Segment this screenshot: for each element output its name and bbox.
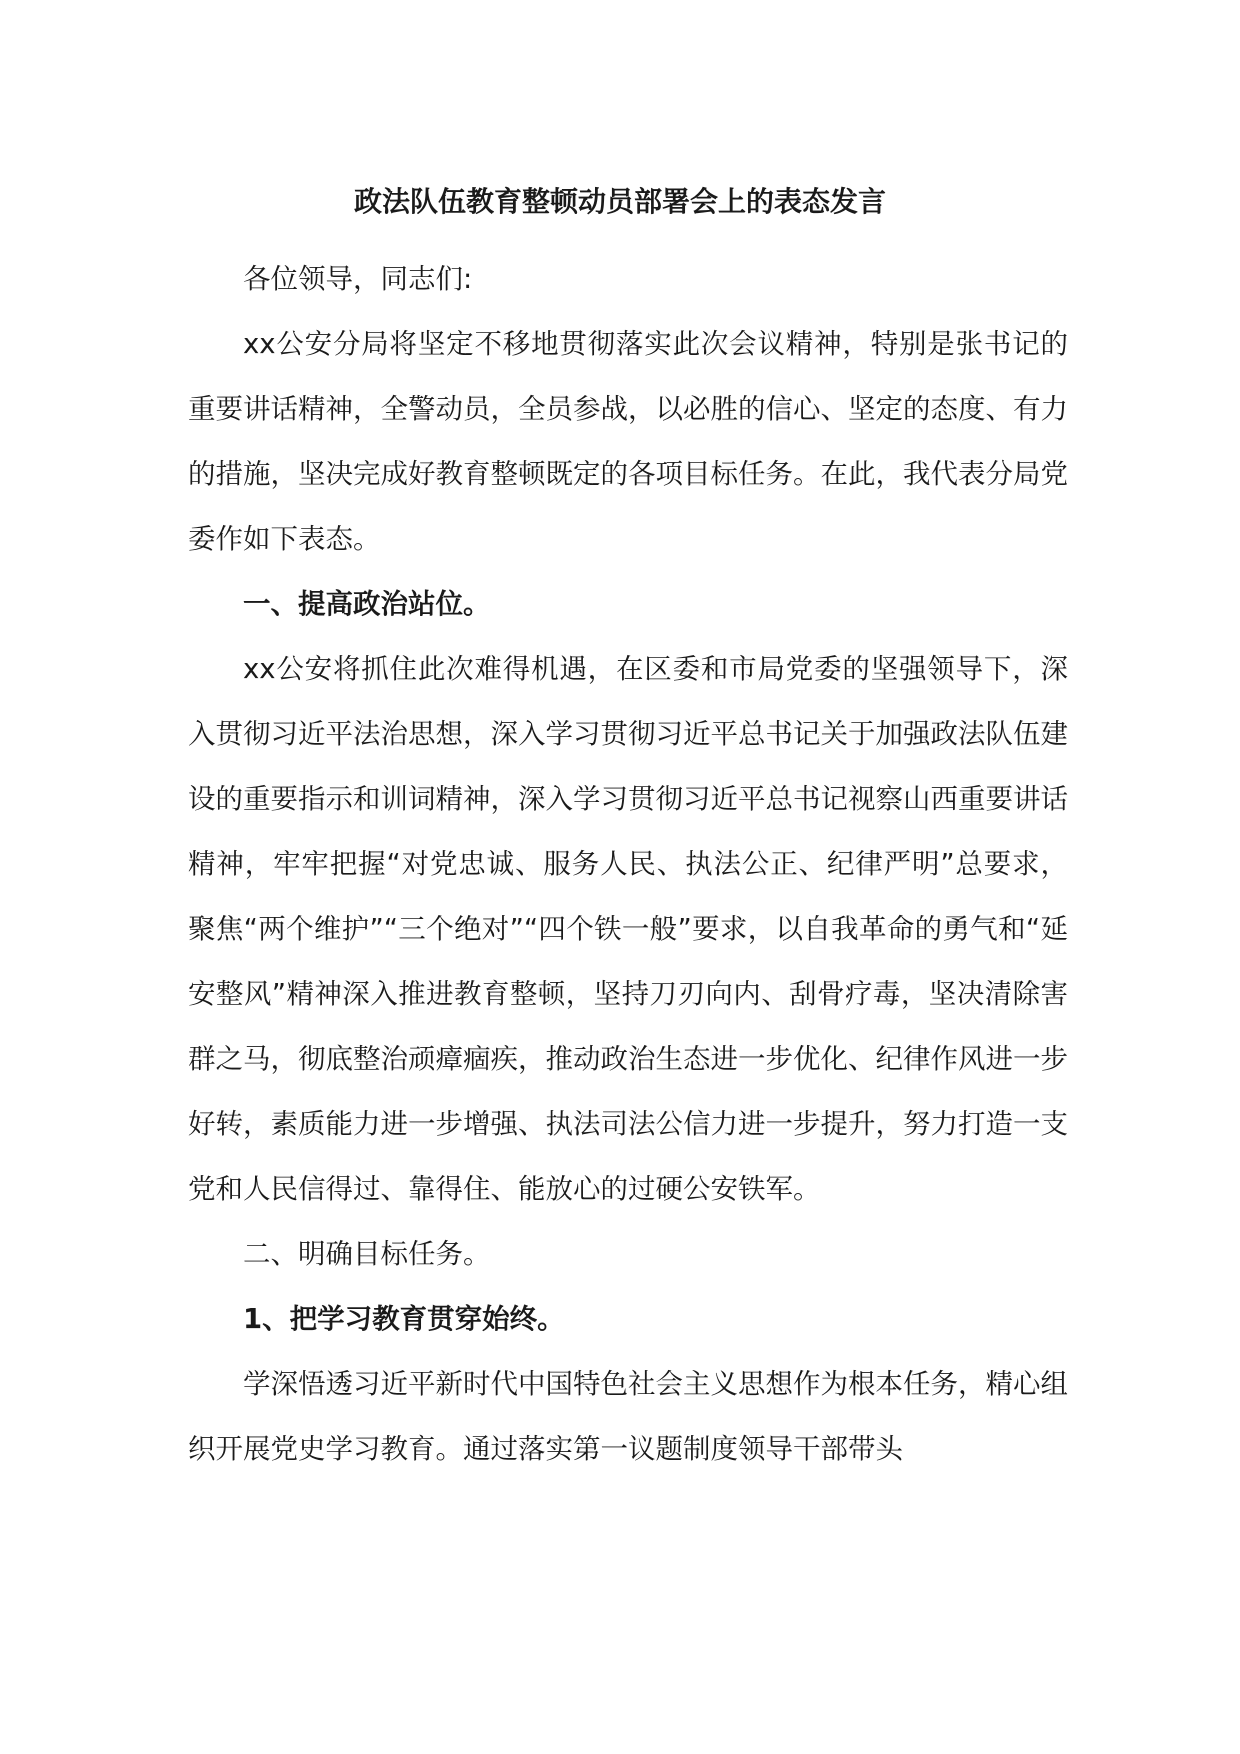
subsection-1-paragraph: 学深悟透习近平新时代中国特色社会主义思想作为根本任务，精心组织开展党史学习教育。通过落实第一议题制度领导干部带头	[188, 1368, 1068, 1465]
section-heading-1: 一、提高政治站位。	[243, 588, 491, 620]
subsection-heading-1: 1、把学习教育贯穿始终。	[243, 1303, 565, 1335]
section-1-paragraph: xx公安将抓住此次难得机遇，在区委和市局党委的坚强领导下，深入贯彻习近平法治思想，深入学习贯彻习近平总书记关于加强政法队伍建设的重要指示和训词精神，深入学习贯彻习近平总书记视察山西重要讲话精神，牢牢把握“对党忠诚、服务人民、执法公正、纪律严明”总要求，聚焦“两个维护”“三个绝对”“四个铁一般”要求，以自我革命的勇气和“延安整风”精神深入推进教育整顿，坚持刀刃向内、刮骨疗毒，坚决清除害群之马，彻底整治顽瘴痼疾，推动政治生态进一步优化、纪律作风进一步好转，素质能力进一步增强、执法司法公信力进一步提升，努力打造一支党和人民信得过、靠得住、能放心的过硬公安铁军。	[188, 653, 1068, 1205]
document-body	[188, 247, 1068, 1482]
opening-paragraph: xx公安分局将坚定不移地贯彻落实此次会议精神，特别是张书记的重要讲话精神，全警动员，全员参战，以必胜的信心、坚定的态度、有力的措施，坚决完成好教育整顿既定的各项目标任务。在此，我代表分局党委作如下表态。	[188, 328, 1068, 555]
section-heading-2: 二、明确目标任务。	[243, 1238, 491, 1270]
document-title: 政法队伍教育整顿动员部署会上的表态发言	[353, 185, 886, 218]
salutation-paragraph: 各位领导，同志们:	[243, 263, 473, 295]
